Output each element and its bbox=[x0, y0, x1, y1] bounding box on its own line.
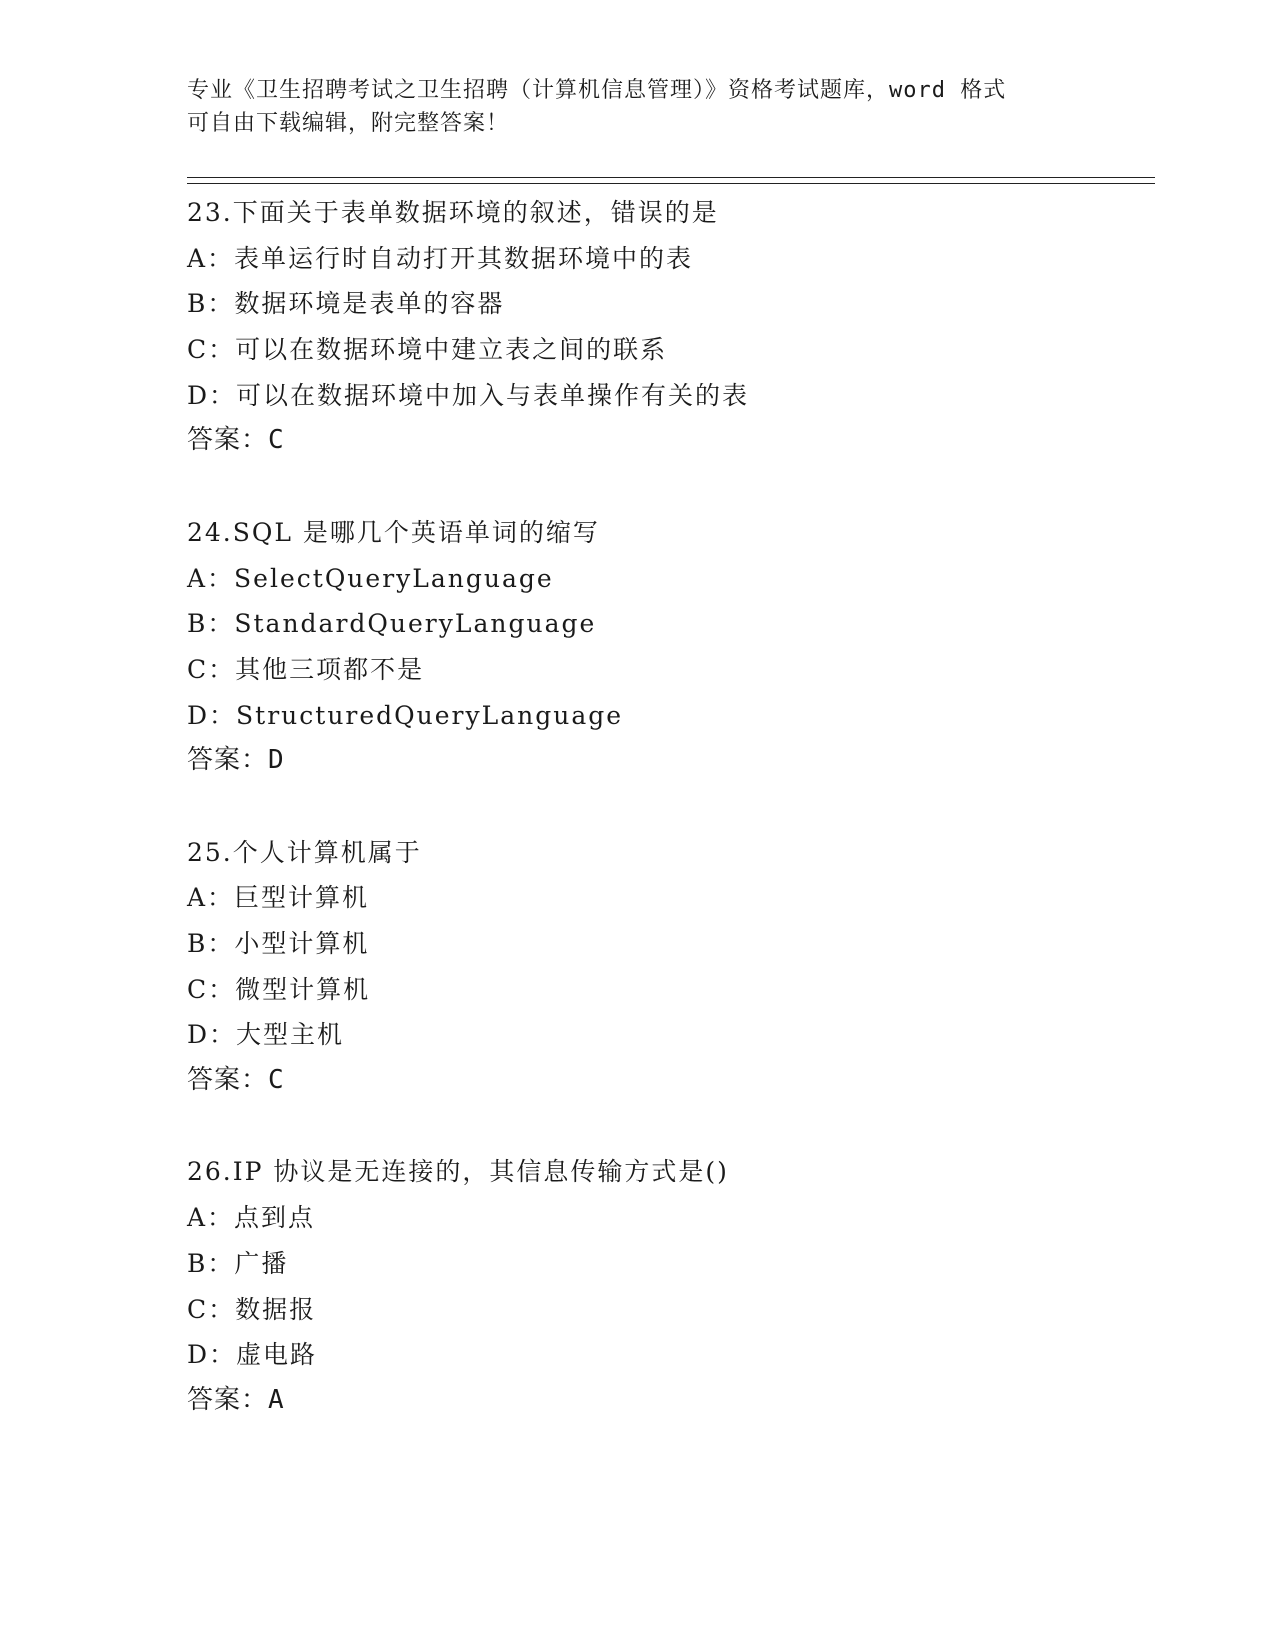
option-c: C：其他三项都不是 bbox=[187, 654, 425, 684]
answer-line: 答案：A bbox=[187, 1384, 285, 1415]
question-stem: 25.个人计算机属于 bbox=[187, 837, 422, 867]
option-a: A：SelectQueryLanguage bbox=[187, 563, 554, 593]
spacer bbox=[187, 784, 1155, 830]
question-26 bbox=[187, 1149, 1155, 1423]
answer-line: 答案：C bbox=[187, 1065, 285, 1096]
question-25 bbox=[187, 830, 1155, 1104]
option-d: D：StructuredQueryLanguage bbox=[187, 700, 624, 730]
question-23 bbox=[187, 190, 1155, 464]
header-divider-bottom bbox=[187, 183, 1155, 184]
option-c: C：微型计算机 bbox=[187, 974, 371, 1004]
document-header bbox=[187, 74, 1087, 140]
option-a: A：点到点 bbox=[187, 1203, 316, 1233]
spacer bbox=[187, 464, 1155, 510]
option-c: C：可以在数据环境中建立表之间的联系 bbox=[187, 335, 668, 365]
header-divider-top bbox=[187, 177, 1155, 178]
answer-line: 答案：C bbox=[187, 425, 285, 456]
spacer bbox=[187, 1104, 1155, 1150]
option-c: C：数据报 bbox=[187, 1294, 317, 1324]
option-d: D：可以在数据环境中加入与表单操作有关的表 bbox=[187, 380, 750, 410]
answer-line: 答案：D bbox=[187, 745, 285, 776]
question-24 bbox=[187, 510, 1155, 784]
option-a: A：巨型计算机 bbox=[187, 883, 370, 913]
option-b: B：小型计算机 bbox=[187, 929, 370, 958]
question-stem: 24.SQL 是哪几个英语单词的缩写 bbox=[187, 517, 600, 547]
question-stem: 23.下面关于表单数据环境的叙述，错误的是 bbox=[187, 198, 719, 227]
option-d: D：大型主机 bbox=[187, 1020, 345, 1050]
option-b: B：StandardQueryLanguage bbox=[187, 609, 597, 639]
option-d: D：虚电路 bbox=[187, 1340, 318, 1370]
header-line-1: 专业《卫生招聘考试之卫生招聘（计算机信息管理）》资格考试题库，word 格式 bbox=[187, 78, 1007, 103]
header-line-2: 可自由下载编辑，附完整答案！ bbox=[187, 111, 510, 136]
question-list bbox=[187, 190, 1155, 1424]
option-b: B：广播 bbox=[187, 1248, 289, 1278]
question-stem: 26.IP 协议是无连接的，其信息传输方式是() bbox=[187, 1157, 729, 1187]
option-a: A：表单运行时自动打开其数据环境中的表 bbox=[187, 243, 694, 273]
option-b: B：数据环境是表单的容器 bbox=[187, 289, 505, 319]
